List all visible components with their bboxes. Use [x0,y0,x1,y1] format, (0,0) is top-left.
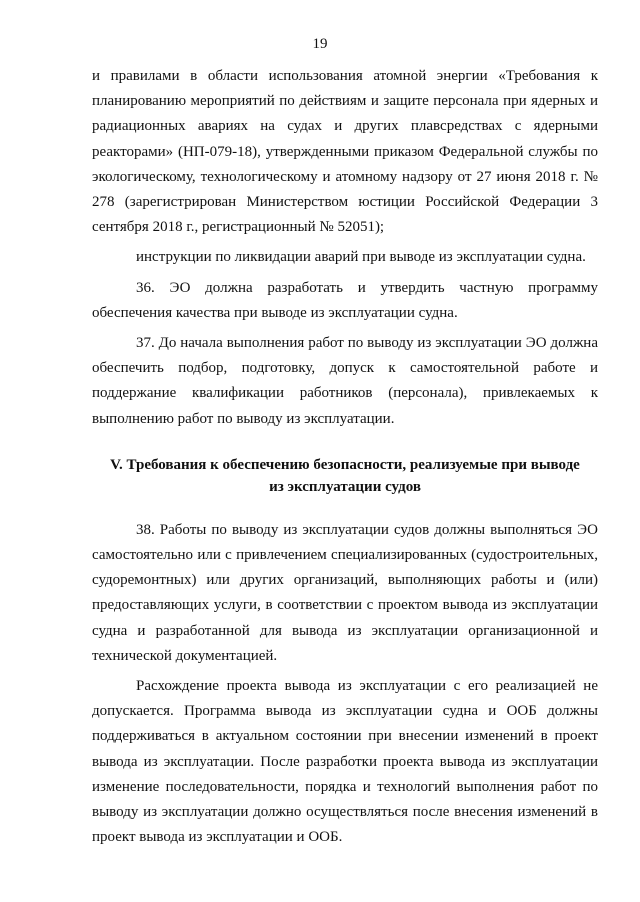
paragraph-36: 36. ЭО должна разработать и утвердить частную программу обеспечения качества при выводе из эксплуатации судна. [92,279,598,321]
paragraph-38: 38. Работы по выводу из эксплуатации судов должны выполняться ЭО самостоятельно или с привлечением специализированных (судостроительных, судоремонтных) или других организаций, выполняющих работы и (или) предоставляющих услуги, в соответствии с проектом вывода из эксплуатации судна и разработанной для вывода из эксплуатации организационной и технической документацией. [92,521,598,664]
section-heading [92,454,598,498]
paragraph-regulations-reference: и правилами в области использования атомной энергии «Требования к планированию мероприятий по действиям и защите персонала при ядерных и радиационных авариях на судах и других плавсредствах с ядерными реакторами» (НП-079-18), утвержденными приказом Федеральной службы по экологическому, технологическому и атомному надзору от 27 июня 2018 г. № 278 (зарегистрирован Министерством юстиции Российской Федерации 3 сентября 2018 г., регистрационный № 52051); [92,68,598,236]
section-heading-line-1: V. Требования к обеспечению безопасности, реализуемые при выводе [110,456,580,473]
document-body [92,64,598,850]
paragraph-project-discrepancy: Расхождение проекта вывода из эксплуатации с его реализацией не допускается. Программа вывода из эксплуатации судна и ООБ должны поддерживаться в актуальном состоянии при внесении изменений в проект вывода из эксплуатации. После разработки проекта вывода из эксплуатации изменение последовательности, порядка и технологий выполнения работ по выводу из эксплуатации должно осуществляться после внесения изменений в проект вывода из эксплуатации и ООБ. [92,678,598,846]
section-heading-line-2: из эксплуатации судов [269,478,421,495]
paragraph-accident-instructions: инструкции по ликвидации аварий при выводе из эксплуатации судна. [136,249,586,266]
page-number: 19 [312,36,328,52]
paragraph-37: 37. До начала выполнения работ по выводу из эксплуатации ЭО должна обеспечить подбор, подготовку, допуск к самостоятельной работе и поддержание квалификации работников (персонала), привлекаемых к выполнению работ по выводу из эксплуатации. [92,335,598,427]
